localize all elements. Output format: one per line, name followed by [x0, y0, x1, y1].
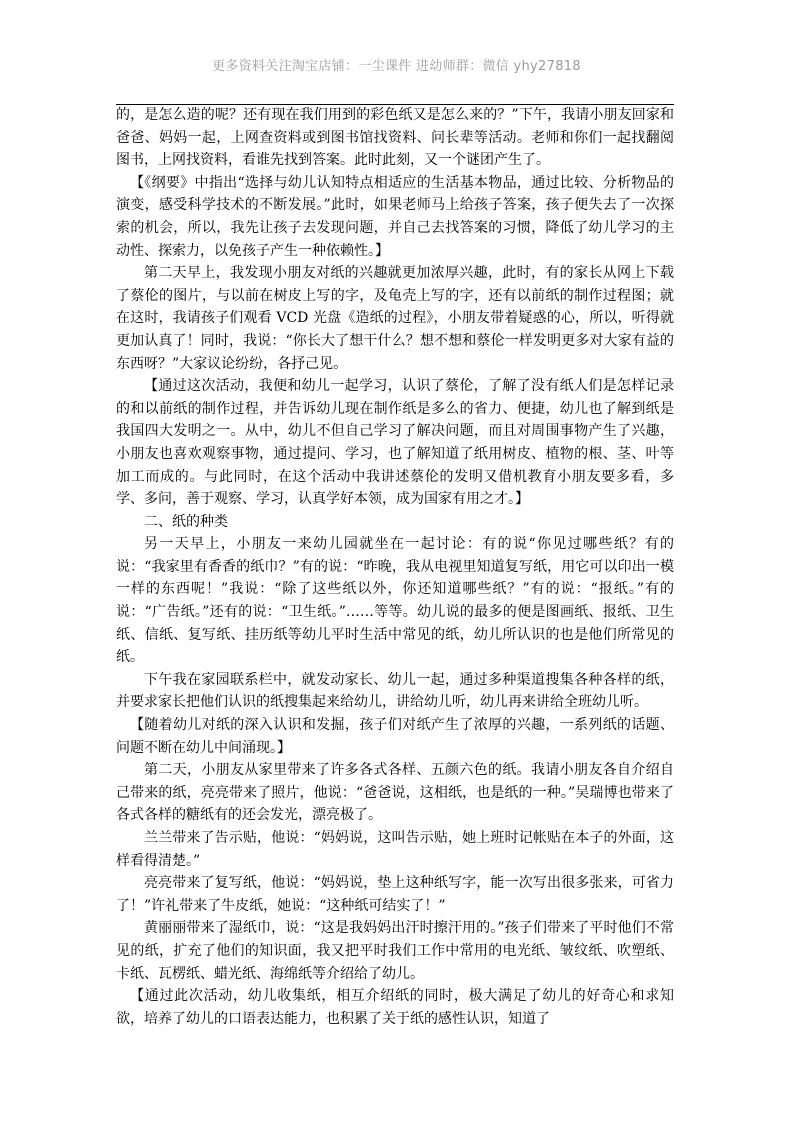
paragraph-note-interest: 【随着幼儿对纸的深入认识和发掘，孩子们对纸产生了浓厚的兴趣，一系列纸的话题、问题不断在幼儿中间涌现。】 — [116, 717, 674, 756]
paragraph-second-day: 第二天早上，我发现小朋友对纸的兴趣就更加浓厚兴趣，此时，有的家长从网上下载了蔡伦的图片，与以前在树皮上写的字，及龟壳上写的字，还有以前纸的制作过程图；就在这时，我请孩子们观看 VCD 光盘《造纸的过程》，小朋友带着疑惑的心，所以，听得就更加认真了！同时，我说：“你长大了想干什么？想不想和蔡伦一样发明更多对大家有益的东西呀？”大家议论纷纷，各抒己见。 — [116, 265, 674, 372]
document-body — [116, 104, 674, 1030]
section-heading-paper-types: 二、纸的种类 — [144, 513, 228, 530]
paragraph-liangliang: 亮亮带来了复写纸，他说：“妈妈说，垫上这种纸写字，能一次写出很多张来，可省力了！”许礼带来了牛皮纸，她说：“这种纸可结实了！” — [116, 875, 674, 914]
paragraph-continuation: 的，是怎么造的呢？还有现在我们用到的彩色纸又是怎么来的？”下午，我请小朋友回家和爸爸、妈妈一起，上网查资料或到图书馆找资料、问长辈等活动。老师和你们一起找翻阅图书，上网找资料，看谁先找到答案。此时此刻，又一个谜团产生了。 — [116, 107, 674, 169]
paragraph-discussion: 另一天早上，小朋友一来幼儿园就坐在一起讨论：有的说“你见过哪些纸？有的说：“我家里有香香的纸巾？”有的说：“昨晚，我从电视里知道复写纸，用它可以印出一模一样的东西呢！”我说：“除了这些纸以外，你还知道哪些纸？”有的说：“报纸。”有的说：“广告纸。”还有的说：“卫生纸。”……等等。幼儿说的最多的便是图画纸、报纸、卫生纸、信纸、复写纸、挂历纸等幼儿平时生活中常见的纸，幼儿所认识的也是他们所常见的纸。 — [116, 536, 674, 666]
paragraph-huanglili: 黄丽丽带来了湿纸巾，说：“这是我妈妈出汗时擦汗用的。”孩子们带来了平时他们不常见的纸，扩充了他们的知识面，我又把平时我们工作中常用的电光纸、皱纹纸、吹塑纸、卡纸、瓦楞纸、蜡光纸、海绵纸等介绍给了幼儿。 — [116, 920, 674, 982]
page-header: 更多资料关注淘宝店铺：一尘课件 进幼师群：微信 yhy27818 — [212, 59, 581, 74]
paragraph-note-cailun: 【通过这次活动，我便和幼儿一起学习，认识了蔡伦，了解了没有纸人们是怎样记录的和以前纸的制作过程，并告诉幼儿现在制作纸是多么的省力、便捷，幼儿也了解到纸是我国四大发明之一。从中，幼儿不但自己学习了解决问题，而且对周围事物产生了兴趣，小朋友也喜欢观察事物，通过提问、学习，也了解知道了纸用树皮、植物的根、茎、叶等加工而成的。与此同时，在这个活动中我讲述蔡伦的发明又借机教育小朋友要多看，多学、多问，善于观察、学习，认真学好本领，成为国家有用之才。】 — [116, 378, 674, 508]
paragraph-home-contact: 下午我在家园联系栏中，就发动家长、幼儿一起，通过多种渠道搜集各种各样的纸，并要求家长把他们认识的纸搜集起来给幼儿，讲给幼儿听，幼儿再来讲给全班幼儿听。 — [116, 671, 674, 711]
paragraph-bring-paper: 第二天，小朋友从家里带来了许多各式各样、五颜六色的纸。我请小朋友各自介绍自己带来的纸，亮亮带来了照片，他说：“爸爸说，这相纸，也是纸的一种。”吴瑞博也带来了各式各样的糖纸有的还会发光，漂亮极了。 — [116, 762, 674, 824]
paragraph-note-collect: 【通过此次活动，幼儿收集纸，相互介绍纸的同时，极大满足了幼儿的好奇心和求知欲，培养了幼儿的口语表达能力，也积累了关于纸的感性认识，知道了 — [116, 988, 674, 1027]
paragraph-note-outline: 【《纲要》中指出“选择与幼儿认知特点相适应的生活基本物品，通过比较、分析物品的演变，感受科学技术的不断发展。”此时，如果老师马上给孩子答案，孩子便失去了一次探索的机会，所以，我先让孩子去发现问题，并自己去找答案的习惯，降低了幼儿学习的主动性、探索力，以免孩子产生一种依赖性。】 — [116, 174, 674, 259]
paragraph-lanlan: 兰兰带来了告示贴，他说：“妈妈说，这叫告示贴，她上班时记帐贴在本子的外面，这样看得清楚。” — [116, 830, 674, 869]
